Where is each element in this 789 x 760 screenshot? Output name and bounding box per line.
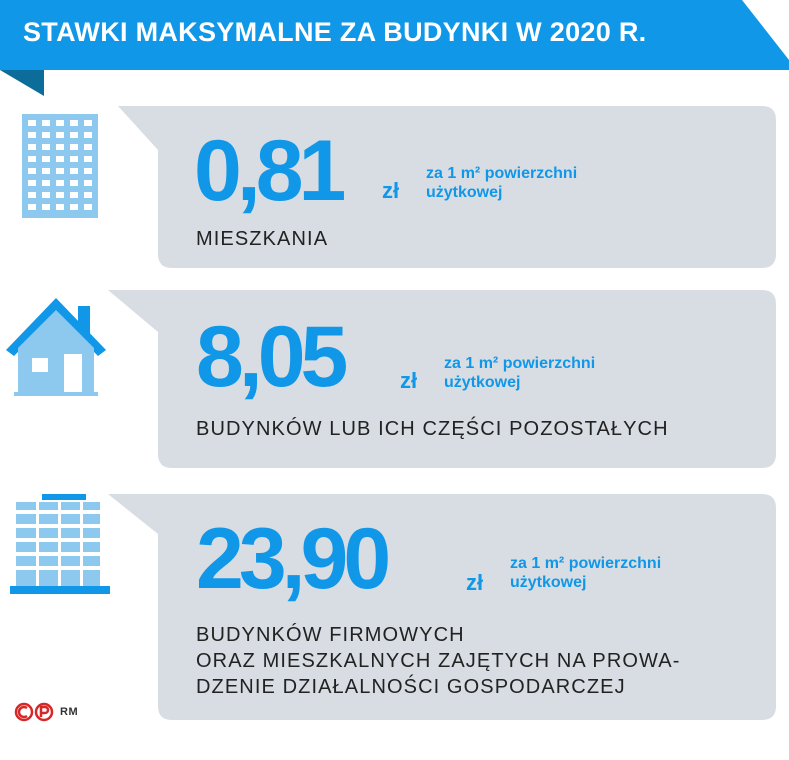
label-line: MIESZKANIA [196,228,329,250]
label-line: BUDYNKÓW FIRMOWYCH [196,624,465,646]
rate-amount: 0,81 [194,123,342,219]
rate-per-area [510,554,661,592]
label-line: BUDYNKÓW LUB ICH CZĘŚCI POZOSTAŁYCH [196,418,669,440]
per-area-line: za 1 m² powierzchni [444,355,596,372]
rate-per-area [444,354,595,392]
author-initials: RM [60,706,79,718]
rate-unit: zł [382,178,400,203]
title-banner [0,0,789,100]
per-area-line: użytkowej [444,374,521,391]
rate-amount: 8,05 [196,309,344,405]
page-title: STAWKI MAKSYMALNE ZA BUDYNKI W 2020 R. [23,17,647,47]
rate-unit: zł [400,368,418,393]
rate-unit: zł [466,570,484,595]
rate-card-apartments [0,100,789,275]
per-area-line: użytkowej [510,574,587,591]
rate-per-area [426,164,577,202]
rate-category-label [196,622,680,700]
per-area-line: użytkowej [426,184,503,201]
rate-card-business-buildings [0,488,789,728]
per-area-line: za 1 m² powierzchni [426,165,578,182]
rate-category-label [196,416,669,442]
per-area-line: za 1 m² powierzchni [510,555,662,572]
label-line: ORAZ MIESZKALNYCH ZAJĘTYCH NA PROWA- [196,650,681,672]
rate-category-label [196,226,328,252]
card-background [0,284,789,474]
label-line: DZENIE DZIAŁALNOŚCI GOSPODARCZEJ [196,676,626,698]
cp-logo-icon [14,702,54,727]
rate-amount: 23,90 [196,511,387,607]
rate-card-other-buildings [0,284,789,474]
